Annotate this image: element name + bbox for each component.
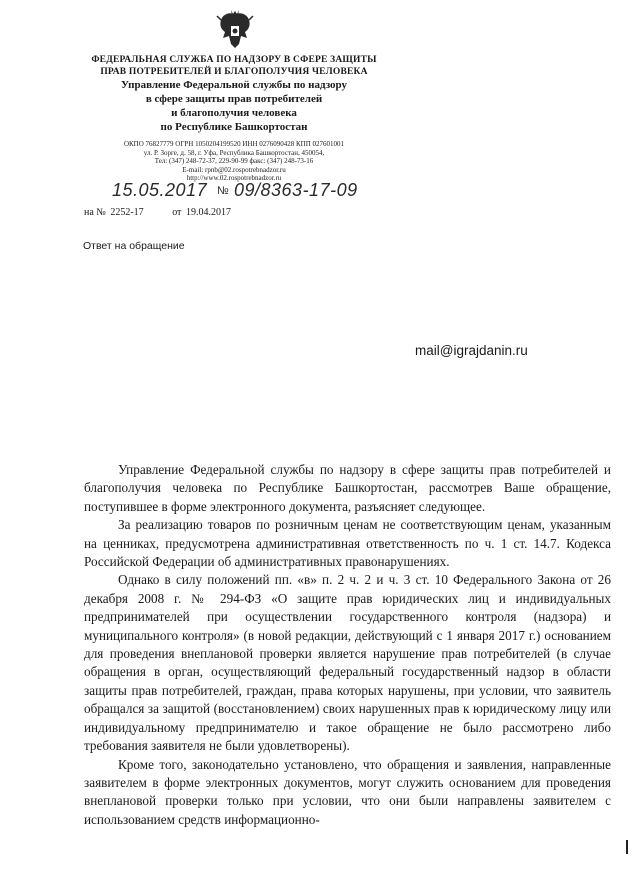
coat-of-arms-icon: [215, 8, 255, 54]
dept-line-3: и благополучия человека: [171, 107, 297, 119]
org-line-2: ПРАВ ПОТРЕБИТЕЛЕЙ И БЛАГОПОЛУЧИЯ ЧЕЛОВЕКА: [100, 66, 368, 77]
paragraph: Управление Федеральной службы по надзору в сфере защиты прав потребителей и благополучия человека по Республике Башкортостан, рассмотрев Ваше обращение, поступившее в форме электронного документа, разъясняет следующее.: [84, 462, 611, 514]
number-sign: №: [217, 185, 230, 197]
outgoing-number: 09/8363-17-09: [234, 180, 358, 200]
letterhead: [84, 55, 384, 183]
letter-body: [84, 461, 611, 829]
recipient-email: mail@igrajdanin.ru: [415, 343, 528, 358]
paragraph: Кроме того, законодательно установлено, что обращения и заявления, направленные заявителем в форме электронных документов, могут служить основанием для проведения внеплановой проверки только при условии, что они были направлены заявителем с использованием средств информационно-: [84, 756, 611, 827]
paragraph: За реализацию товаров по розничным ценам не соответствующим ценам, указанным на ценниках, предусмотрена административная ответственность по ч. 1 ст. 14.7. Кодекса Российской Федерации об административных правонарушениях.: [84, 517, 611, 570]
ref-from: от: [172, 207, 182, 218]
dept-line-2: в сфере защиты прав потребителей: [145, 93, 323, 105]
dept-line-1: Управление Федеральной службы по надзору: [120, 79, 348, 91]
contact-line-3: Тел: (347) 248-72-37, 229-90-99 факс: (347) 248-73-16: [154, 157, 314, 166]
ref-number: 2252-17: [110, 207, 144, 218]
paragraph: Однако в силу положений пп. «в» п. 2 ч. 2 и ч. 3 ст. 10 Федерального Закона от 26 декабря 2008 г. № 294-ФЗ «О защите прав юридических лиц и индивидуальных предпринимателей при осуществлении государственного контроля (надзора) и муниципального контроля» (в новой редакции, действующий с 1 января 2017 г.) основанием для проведения внеплановой проверки является нарушение прав потребителей (в случае обращения в орган, осуществляющий федеральный государственный надзор в области защиты прав потребителей, граждан, права которых нарушены, при условии, что заявитель обращался за защитой (восстановлением) своих нарушенных прав к юридическому лицу или индивидуальному предпринимателю и такое обращение не было рассмотрено либо требования заявителя не были удовлетворены).: [84, 572, 611, 754]
subject-line: Ответ на обращение: [83, 240, 185, 252]
ref-date: 19.04.2017: [185, 207, 231, 218]
contacts-block: [84, 140, 384, 183]
dept-line-4: по Республике Башкортостан: [160, 121, 308, 133]
contact-line-5: http://www.02.rospotrebnadzor.ru: [186, 174, 282, 183]
ref-prefix: на №: [84, 207, 106, 218]
contact-line-4: E-mail: rpnb@02.rospotrebnadzor.ru: [182, 165, 286, 174]
registration-stamp: [112, 180, 362, 206]
org-line-1: ФЕДЕРАЛЬНАЯ СЛУЖБА ПО НАДЗОРУ В СФЕРЕ ЗАЩИТЫ: [91, 55, 377, 65]
margin-mark: [626, 840, 628, 854]
reference-line: [84, 207, 284, 219]
outgoing-date: 15.05.2017: [112, 180, 208, 200]
contact-line-1: ОКПО 76827779 ОГРН 1050204199520 ИНН 0276090428 КПП 027601001: [123, 140, 345, 148]
contact-line-2: ул. Р. Зорге, д. 58, г. Уфа, Республика Башкортостан, 450054,: [143, 148, 325, 157]
